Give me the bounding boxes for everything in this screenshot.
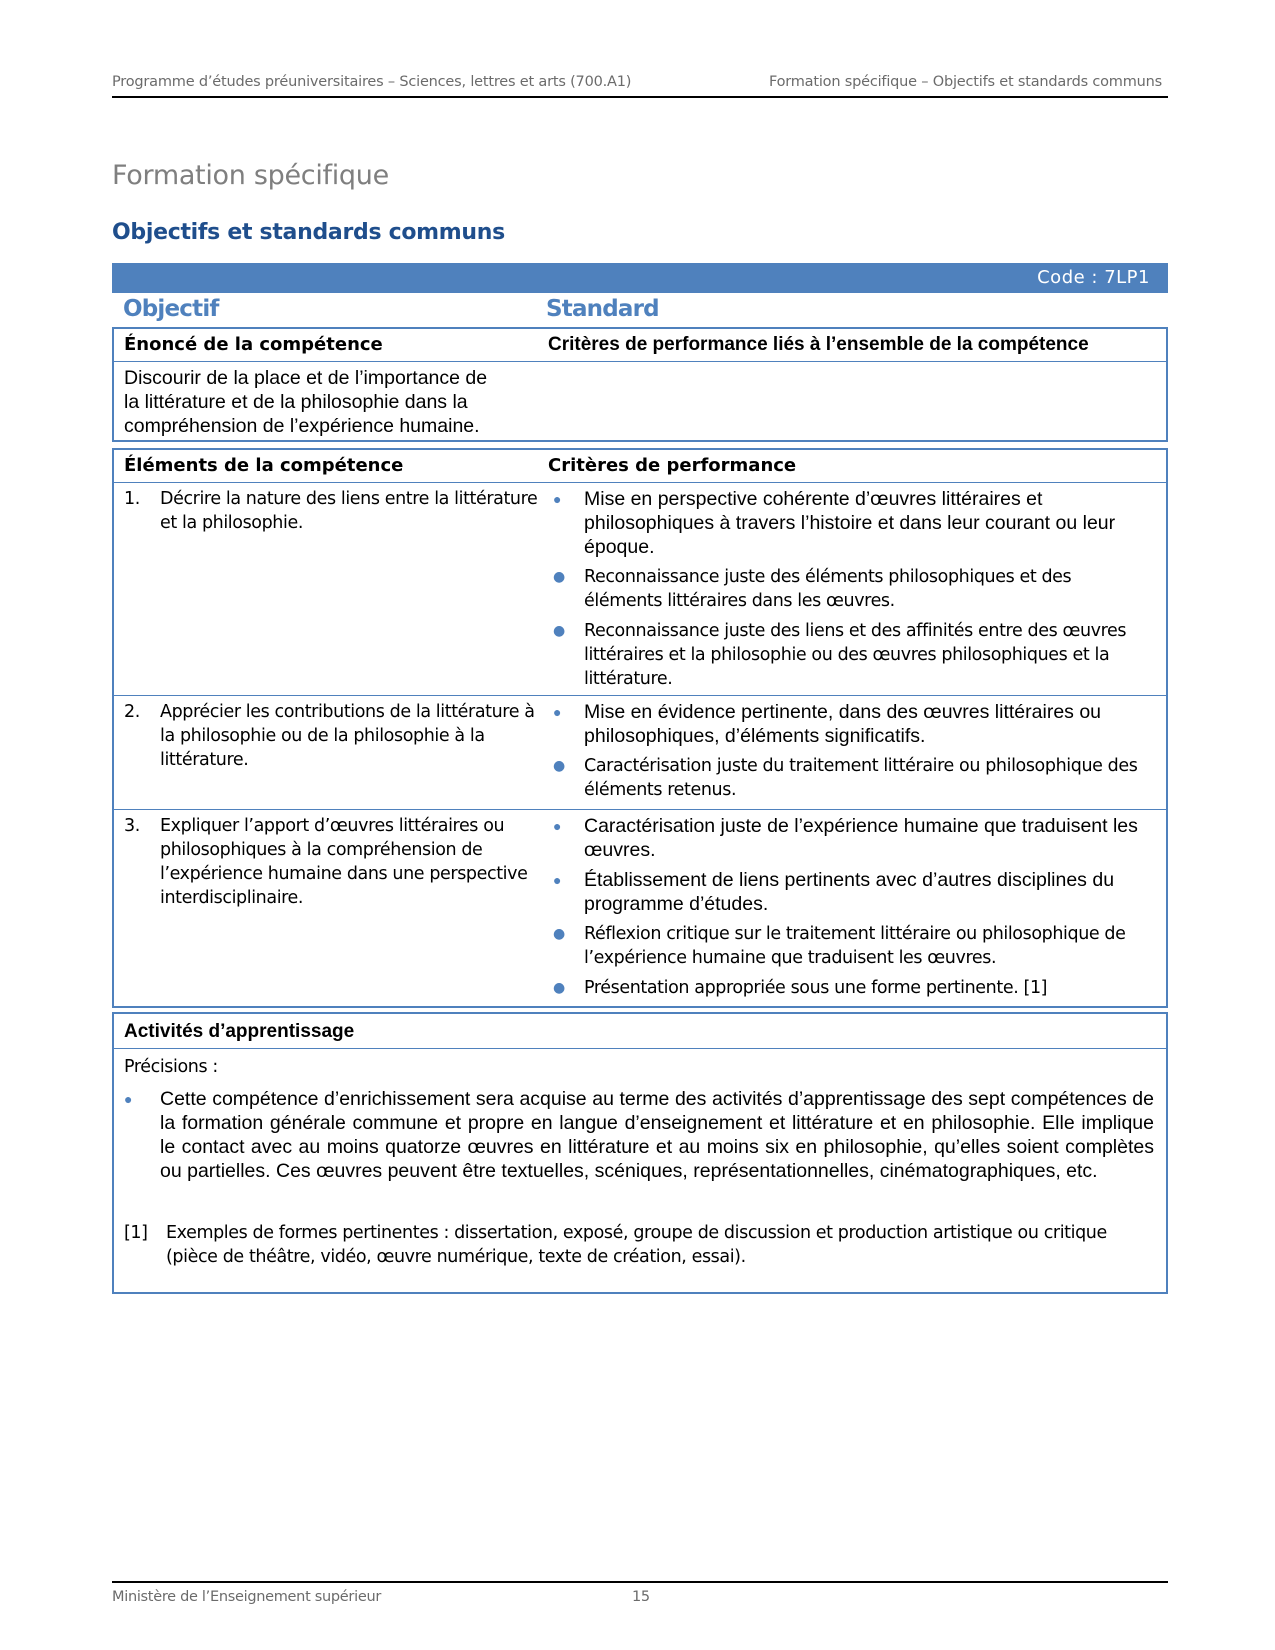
criterion-item: ● Mise en évidence pertinente, dans des œuvres littéraires ou philosophiques, d’éléments significatifs.: [553, 701, 1102, 747]
column-heading-standard: Standard: [546, 296, 659, 322]
activities-header: Activités d’apprentissage: [124, 1021, 355, 1042]
page-number: 15: [632, 1589, 650, 1605]
bullet-icon: ●: [553, 872, 562, 888]
activities-box: [112, 1012, 1168, 1294]
page-title: Formation spécifique: [112, 160, 389, 191]
bullet-icon: ●: [553, 818, 562, 834]
activities-header-row: [114, 1014, 1166, 1049]
element-number: 1.: [124, 489, 140, 509]
header-section: Formation spécifique – Objectifs et standards communs: [768, 74, 1162, 90]
element-text: Apprécier les contributions de la littérature à la philosophie ou de la philosophie à la littérature.: [160, 702, 535, 770]
element-row: [114, 483, 1166, 696]
column-heading-objectif: Objectif: [123, 296, 219, 322]
code-label: Code : 7LP1: [1037, 267, 1150, 288]
bullet-icon: ●: [553, 758, 565, 774]
criterion-item: ● Reconnaissance juste des liens et des affinités entre des œuvres littéraires et la philosophie ou des œuvres philosophiques et la littérature.: [553, 621, 1127, 689]
activities-body: [114, 1049, 1166, 1289]
enonce-header-row: [114, 329, 1166, 362]
element-text: Décrire la nature des liens entre la littérature et la philosophie.: [160, 489, 538, 533]
bullet-icon: ●: [124, 1091, 133, 1107]
criteria-list: [548, 700, 1148, 808]
enonce-box: [112, 327, 1168, 442]
element-text: Expliquer l’apport d’œuvres littéraires ou philosophiques à la compréhension de l’expérience humaine dans une perspective interdisciplinaire.: [160, 816, 528, 908]
criterion-item: ● Mise en perspective cohérente d’œuvres littéraires et philosophiques à travers l’histoire et dans leur courant ou leur époque.: [553, 488, 1116, 558]
footnote-item: [124, 1221, 1154, 1269]
page-header: [112, 74, 1168, 98]
criterion-item: ● Reconnaissance juste des éléments philosophiques et des éléments littéraires dans les œuvres.: [553, 567, 1072, 611]
criterion-item: ● Caractérisation juste de l’expérience humaine que traduisent les œuvres.: [553, 815, 1138, 861]
bullet-icon: ●: [553, 926, 565, 942]
enonce-text: [124, 366, 544, 438]
elements-box: [112, 448, 1168, 1008]
elements-left-header: Éléments de la compétence: [124, 455, 404, 476]
bullet-icon: ●: [553, 980, 565, 996]
criterion-item: ● Caractérisation juste du traitement littéraire ou philosophique des éléments retenus.: [553, 756, 1138, 800]
footnote-text: Exemples de formes pertinentes : dissertation, exposé, groupe de discussion et production artistique ou critique (pièce de théâtre, vidéo, œuvre numérique, texte de création, essai).: [166, 1223, 1107, 1267]
criteria-list: [548, 487, 1148, 697]
element-number: 3.: [124, 816, 140, 836]
footnote-marker: [1]: [124, 1223, 148, 1243]
section-subtitle: Objectifs et standards communs: [112, 220, 505, 245]
elements-right-header: Critères de performance: [548, 455, 797, 476]
bullet-icon: ●: [553, 623, 565, 639]
bullet-icon: ●: [553, 491, 562, 507]
page-footer: [112, 1581, 1168, 1605]
criterion-item: ● Présentation appropriée sous une forme pertinente. [1]: [553, 978, 1048, 998]
code-bar: [112, 263, 1168, 293]
enonce-right-header: Critères de performance liés à l’ensemble de la compétence: [548, 334, 1089, 355]
enonce-body-row: [114, 362, 1166, 440]
header-program: Programme d’études préuniversitaires – Sciences, lettres et arts (700.A1): [112, 74, 632, 90]
precision-bullet-item: ● Cette compétence d’enrichissement sera acquise au terme des activités d’apprentissage des sept compétences de la formation générale commune et propre en langue d’enseignement et littérature et en philosophie. Elle implique le contact avec au moins quatorze œuvres en littérature et au moins six en philosophie, qu’elles soient complètes ou partielles. Ces œuvres peuvent être textuelles, scéniques, représentationnelles, cinématographiques, etc.: [124, 1088, 1154, 1182]
bullet-icon: ●: [553, 704, 562, 720]
enonce-line: compréhension de l’expérience humaine.: [124, 415, 480, 437]
enonce-line: Discourir de la place et de l’importance de: [124, 367, 488, 389]
criterion-item: ● Établissement de liens pertinents avec d’autres disciplines du programme d’études.: [553, 869, 1115, 915]
enonce-left-header: Énoncé de la compétence: [124, 334, 383, 355]
element-number: 2.: [124, 702, 140, 722]
element-row: [114, 696, 1166, 810]
element-row: [114, 810, 1166, 1006]
criterion-item: ● Réflexion critique sur le traitement littéraire ou philosophique de l’expérience humaine que traduisent les œuvres.: [553, 924, 1126, 968]
criteria-list: [548, 814, 1148, 1006]
footer-ministry: Ministère de l’Enseignement supérieur: [112, 1589, 381, 1605]
precisions-label: Précisions :: [124, 1057, 218, 1077]
enonce-line: la littérature et de la philosophie dans la: [124, 391, 468, 413]
bullet-icon: ●: [553, 569, 565, 585]
elements-header-row: [114, 450, 1166, 483]
